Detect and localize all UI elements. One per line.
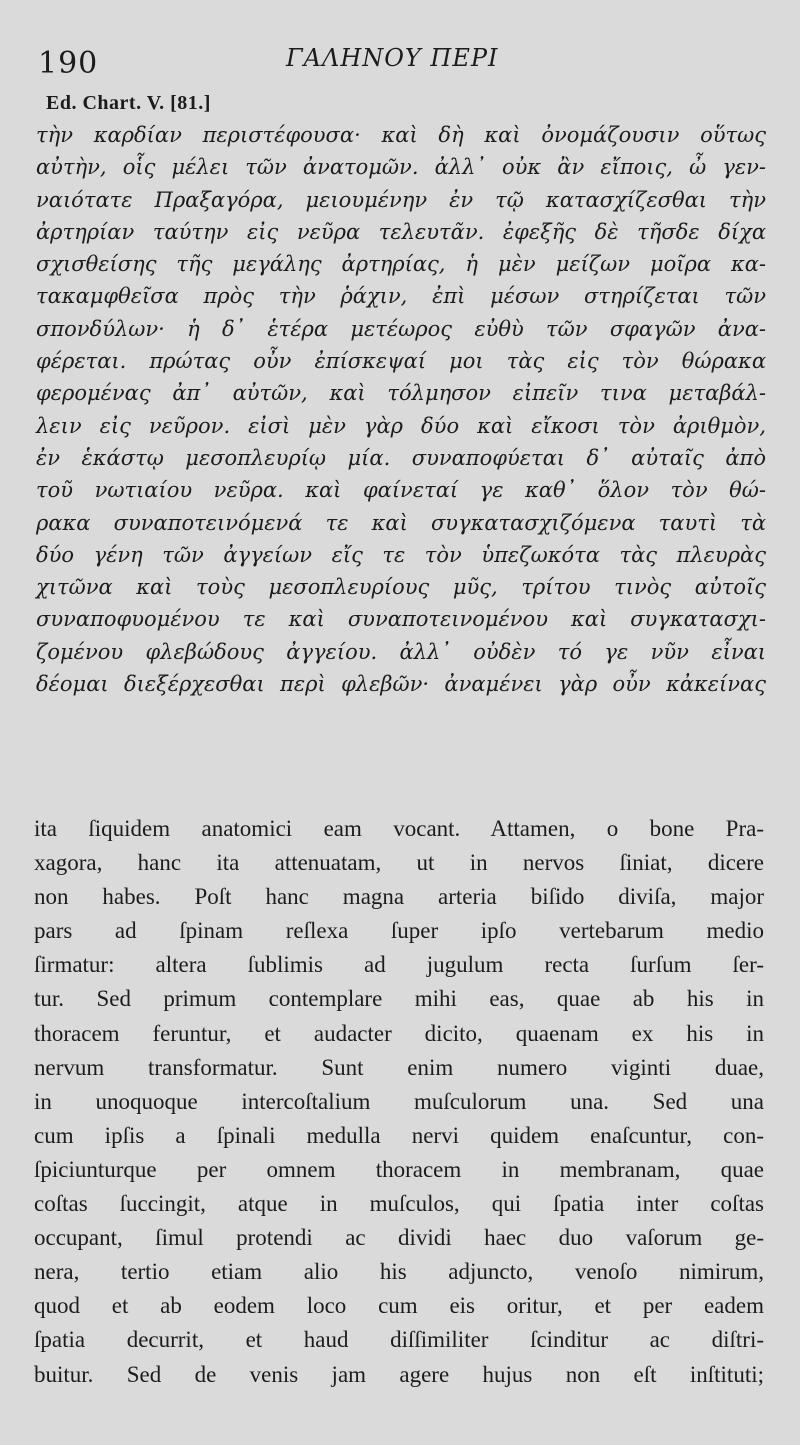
greek-line: αὐτὴν, οἷς μέλει τῶν ἀνατομῶν. ἀλλ᾽ οὐκ ἂν εἴποις, ὦ γεν- <box>36 155 766 180</box>
latin-line: cum ipſis a ſpinali medulla nervi quidem enaſcuntur, con- <box>34 1122 764 1148</box>
edition-reference: Ed. Chart. V. [81.] <box>46 92 211 114</box>
latin-line: tur. Sed primum contemplare mihi eas, quae ab his in <box>34 986 764 1012</box>
greek-line: δύο γένη τῶν ἀγγείων εἴς τε τὸν ὑπεζωκότα τὰς πλευρὰς <box>36 542 766 567</box>
latin-line: nera, tertio etiam alio his adjuncto, venoſo nimirum, <box>34 1259 764 1285</box>
greek-line: ἐν ἑκάστῳ μεσοπλευρίῳ μία. συναποφύεται δ᾽ αὐταῖς ἀπὸ <box>36 445 766 470</box>
greek-line: σπονδύλων· ἡ δ᾽ ἑτέρα μετέωρος εὐθὺ τῶν σφαγῶν ἀνα- <box>36 316 766 341</box>
latin-line: non habes. Poſt hanc magna arteria biſido diviſa, major <box>34 884 764 910</box>
running-head: ΓΑΛΗΝΟΥ ΠΕΡΙ <box>286 44 499 72</box>
latin-line: coſtas ſuccingit, atque in muſculos, qui ſpatia inter coſtas <box>34 1191 764 1217</box>
latin-line: xagora, hanc ita attenuatam, ut in nervos ſiniat, dicere <box>34 850 764 876</box>
latin-line: ita ſiquidem anatomici eam vocant. Attamen, o bone Pra- <box>34 816 764 841</box>
greek-line: λειν εἰς νεῦρον. εἰσὶ μὲν γὰρ δύο καὶ εἴκοσι τὸν ἀριθμὸν, <box>36 413 766 438</box>
greek-line: φερομένας ἀπ᾽ αὐτῶν, καὶ τόλμησον εἰπεῖν τινα μεταβάλ- <box>36 381 766 406</box>
latin-line: thoracem feruntur, et audacter dicito, quaenam ex his in <box>34 1020 764 1046</box>
page-header <box>0 42 800 82</box>
latin-line: buitur. Sed de venis jam agere hujus non eſt inſtituti; <box>34 1361 764 1387</box>
greek-line: τὴν καρδίαν περιστέφουσα· καὶ δὴ καὶ ὀνομάζουσιν οὕτως <box>36 123 766 147</box>
greek-line: χιτῶνα καὶ τοὺς μεσοπλευρίους μῦς, τρίτου τινὸς αὐτοῖς <box>36 575 766 600</box>
latin-line: ſpiciunturque per omnem thoracem in membranam, quae <box>34 1156 764 1182</box>
latin-line: in unoquoque intercoſtalium muſculorum una. Sed una <box>34 1088 764 1114</box>
greek-text-block <box>36 119 766 700</box>
greek-line: δέομαι διεξέρχεσθαι περὶ φλεβῶν· ἀναμένει γὰρ οὖν κἀκείνας <box>36 672 766 697</box>
latin-line: nervum transformatur. Sunt enim numero viginti duae, <box>34 1054 764 1080</box>
latin-line: quod et ab eodem loco cum eis oritur, et per eadem <box>34 1293 764 1319</box>
latin-line: occupant, ſimul protendi ac dividi haec duo vaſorum ge- <box>34 1225 764 1251</box>
latin-line: ſpatia decurrit, et haud diſſimiliter ſcinditur ac diſtri- <box>34 1327 764 1353</box>
latin-line: pars ad ſpinam reſlexa ſuper ipſo vertebarum medio <box>34 918 764 944</box>
greek-line: σχισθείσης τῆς μεγάλης ἀρτηρίας, ἡ μὲν μείζων μοῖρα κα- <box>36 252 766 277</box>
greek-line: ρακα συναποτεινόμενά τε καὶ συγκατασχιζόμενα ταυτὶ τὰ <box>36 510 766 535</box>
greek-line: τακαμφθεῖσα πρὸς τὴν ῥάχιν, ἐπὶ μέσων στηρίζεται τῶν <box>36 284 766 309</box>
latin-text-block <box>34 812 764 1392</box>
page-number: 190 <box>38 46 99 81</box>
greek-line: τοῦ νωτιαίου νεῦρα. καὶ φαίνεταί γε καθ᾽ ὅλον τὸν θώ- <box>36 478 766 503</box>
greek-line: ἀρτηρίαν ταύτην εἰς νεῦρα τελευτᾶν. ἐφεξῆς δὲ τῆσδε δίχα <box>36 219 766 244</box>
latin-line: ſirmatur: altera ſublimis ad jugulum recta ſurſum ſer- <box>34 952 764 978</box>
greek-line: ναιότατε Πραξαγόρα, μειουμένην ἐν τῷ κατασχίζεσθαι τὴν <box>36 187 766 212</box>
greek-line: φέρεται. πρώτας οὖν ἐπίσκεψαί μοι τὰς εἰς τὸν θώρακα <box>36 349 766 374</box>
greek-line: ζομένου φλεβώδους ἀγγείου. ἀλλ᾽ οὐδὲν τό γε νῦν εἶναι <box>36 639 766 664</box>
greek-line: συναποφυομένου τε καὶ συναποτεινομένου καὶ συγκατασχι- <box>36 607 766 632</box>
